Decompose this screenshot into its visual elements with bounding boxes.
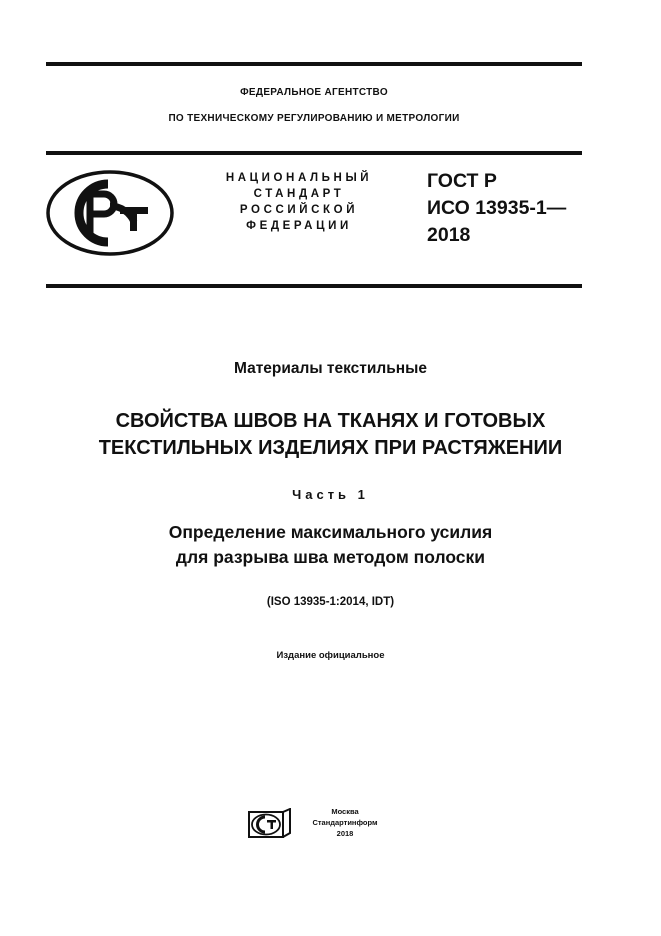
publisher-block [306,806,384,839]
title-line-1: СВОЙСТВА ШВОВ НА ТКАНЯХ И ГОТОВЫХ [115,410,546,432]
iso-reference: (ISO 13935-1:2014, IDT) [266,596,395,608]
designation-line-2: ИСО 13935-1— [427,197,567,219]
standartinform-logo-icon [248,808,292,838]
designation-line-3: 2018 [427,224,471,246]
national-standard-line-3: РОССИЙСКОЙ [239,204,359,216]
agency-line-2: ПО ТЕХНИЧЕСКОМУ РЕГУЛИРОВАНИЮ И МЕТРОЛОГИИ [168,113,460,124]
edition-label: Издание официальное [276,650,385,661]
part-title-line-1: Определение максимального усилия [168,522,493,542]
designation-rule [46,284,582,288]
part-title-line-2: для разрыва шва методом полоски [175,547,486,567]
designation-line-1: ГОСТ Р [427,170,497,192]
document-subtitle: Материалы текстильные [233,360,428,377]
national-standard-line-2: СТАНДАРТ [253,188,345,200]
top-rule [46,62,582,66]
title-line-2: ТЕКСТИЛЬНЫХ ИЗДЕЛИЯХ ПРИ РАСТЯЖЕНИИ [98,437,563,459]
part-label: Часть 1 [292,487,369,502]
agency-line-1: ФЕДЕРАЛЬНОЕ АГЕНТСТВО [240,87,388,98]
part-title [0,520,661,570]
rst-logo-icon [46,170,174,256]
national-standard-line-4: ФЕДЕРАЦИИ [246,220,352,232]
national-standard-line-1: НАЦИОНАЛЬНЫЙ [225,172,373,184]
publisher-year: 2018 [336,829,354,838]
standard-designation [427,168,566,249]
publisher-name: Стандартинформ [312,818,378,827]
document-title [0,408,661,462]
publisher-city: Москва [331,807,359,816]
header-rule [46,151,582,155]
national-standard-label [206,170,392,234]
